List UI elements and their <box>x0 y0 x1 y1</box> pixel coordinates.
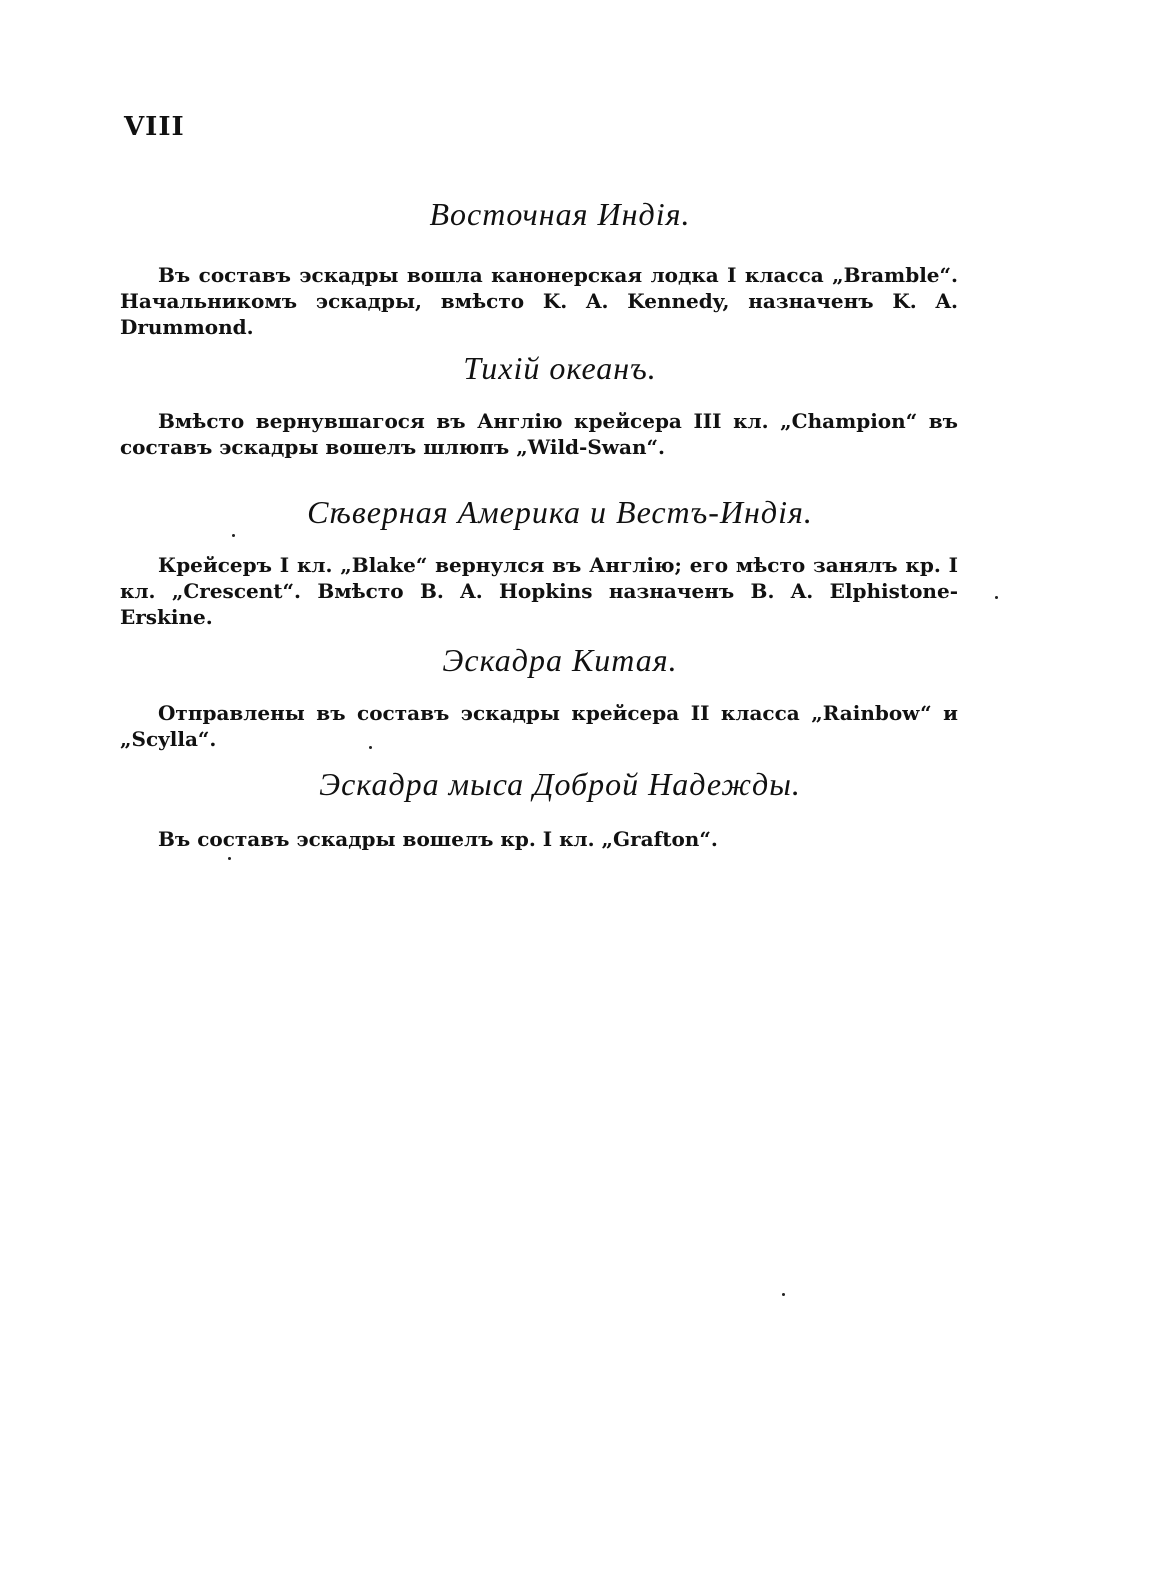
section-heading-east-india: Восточная Индія. <box>429 196 691 232</box>
section-text-pacific: Вмѣсто вернувшагося въ Англію крейсера III кл. „Champion“ въ составъ эскадры вошелъ шлюпъ „Wild-Swan“. <box>120 409 958 459</box>
section-heading-north-america: Сѣверная Америка и Вестъ-Индія. <box>307 494 813 530</box>
page-number: VIII <box>124 112 185 142</box>
scan-speck <box>369 746 372 749</box>
section-heading-china: Эскадра Китая. <box>442 642 678 678</box>
section-text-cape: Въ составъ эскадры вошелъ кр. I кл. „Grafton“. <box>158 827 718 851</box>
section-text-east-india: Въ составъ эскадры вошла канонерская лодка I класса „Bramble“. Начальникомъ эскадры, вмѣсто K. A. Kennedy, назначенъ K. A. Drummond. <box>120 263 958 339</box>
scan-speck <box>995 596 998 599</box>
section-text-north-america: Крейсеръ I кл. „Blake“ вернулся въ Англію; его мѣсто занялъ кр. I кл. „Crescent“. Вмѣсто B. A. Hopkins назначенъ B. A. Elphistone-Erskine. <box>120 553 958 629</box>
section-text-china: Отправлены въ составъ эскадры крейсера II класса „Rainbow“ и „Scylla“. <box>120 701 958 751</box>
scan-speck <box>782 1293 785 1296</box>
section-heading-pacific: Тихій океанъ. <box>463 350 657 386</box>
section-heading-cape: Эскадра мыса Доброй Надежды. <box>319 766 801 802</box>
scan-speck <box>232 534 235 537</box>
scan-speck <box>228 857 231 860</box>
